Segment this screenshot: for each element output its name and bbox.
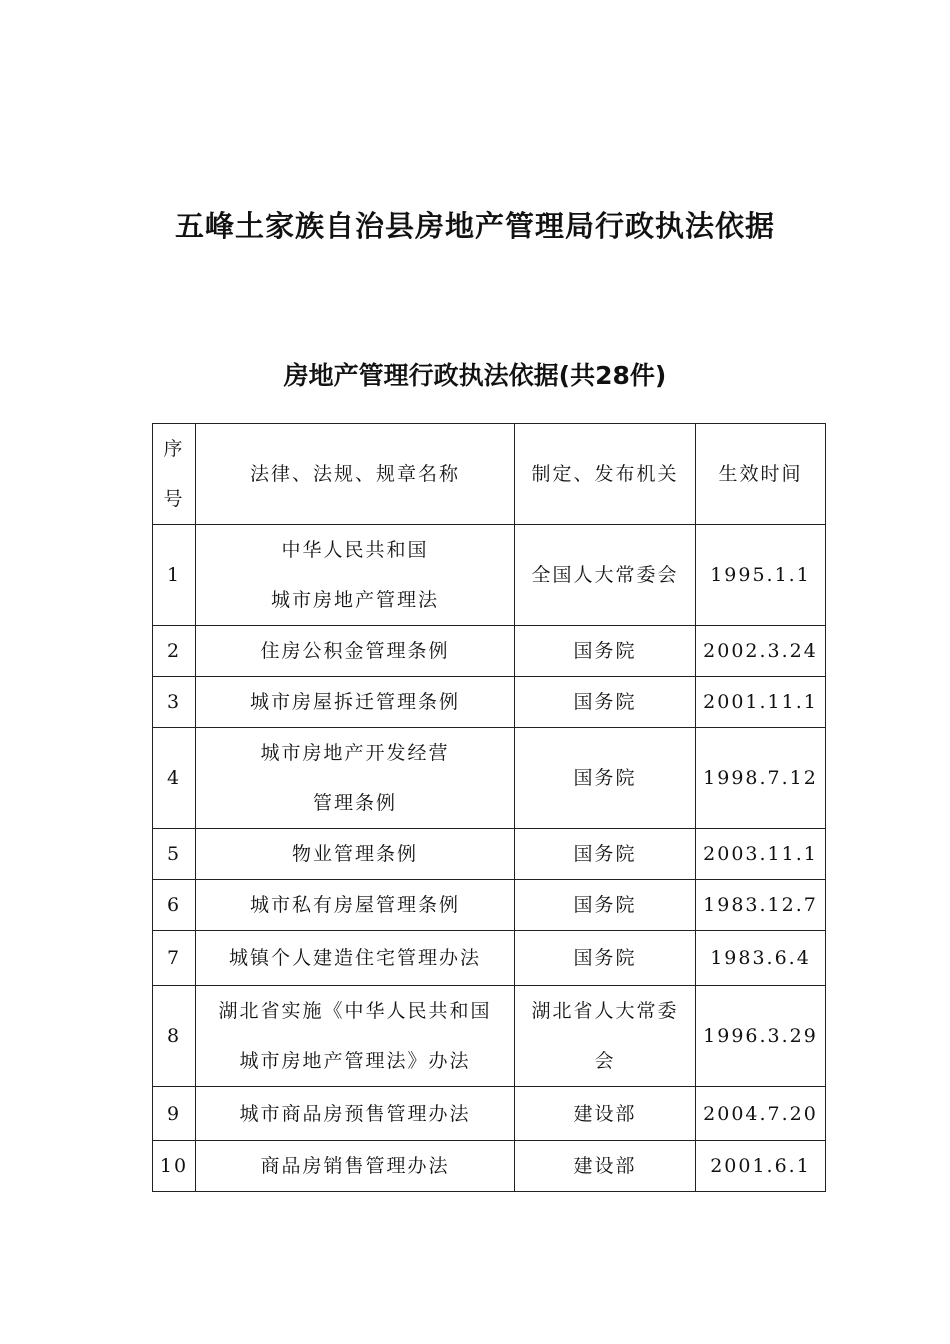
row-issuer-line: 建设部 — [573, 1102, 637, 1125]
row-name-line: 城市房地产管理法 — [270, 589, 439, 611]
row-name — [196, 677, 515, 728]
header-issuer: 制定、发布机关 — [515, 424, 696, 525]
table-title: 房地产管理行政执法依据(共28件) — [283, 361, 667, 390]
row-issuer — [515, 1087, 696, 1141]
row-effective-date: 1995.1.1 — [696, 525, 826, 626]
row-name-line: 商品房销售管理办法 — [260, 1155, 450, 1177]
header-seq — [153, 424, 196, 525]
row-name-line: 中华人民共和国 — [281, 539, 429, 561]
table-row — [153, 986, 826, 1087]
row-effective-date: 1983.6.4 — [696, 931, 826, 986]
row-issuer-line: 全国人大常委会 — [531, 564, 679, 586]
row-name-line: 城市房地产管理法》办法 — [239, 1050, 471, 1072]
row-issuer-line: 建设部 — [573, 1155, 637, 1177]
row-name-line: 物业管理条例 — [291, 843, 418, 865]
enforcement-basis-table — [152, 423, 826, 1192]
row-issuer — [515, 728, 696, 829]
row-issuer — [515, 829, 696, 880]
row-seq: 2 — [153, 626, 196, 677]
row-name — [196, 986, 515, 1087]
row-seq: 9 — [153, 1087, 196, 1141]
row-issuer-line: 国务院 — [573, 640, 637, 662]
row-name — [196, 525, 515, 626]
row-name-line: 湖北省实施《中华人民共和国 — [218, 1000, 492, 1022]
row-effective-date: 2001.6.1 — [696, 1141, 826, 1192]
row-seq: 3 — [153, 677, 196, 728]
row-effective-date: 1996.3.29 — [696, 986, 826, 1087]
header-name: 法律、法规、规章名称 — [196, 424, 515, 525]
row-issuer — [515, 1141, 696, 1192]
row-seq: 8 — [153, 986, 196, 1087]
table-body — [153, 525, 826, 1192]
table-row — [153, 931, 826, 986]
row-name-line: 管理条例 — [312, 792, 397, 814]
row-seq: 7 — [153, 931, 196, 986]
row-effective-date: 2002.3.24 — [696, 626, 826, 677]
row-seq: 6 — [153, 880, 196, 931]
row-effective-date: 1983.12.7 — [696, 880, 826, 931]
row-issuer-line: 国务院 — [573, 767, 637, 789]
table-header-row — [153, 424, 826, 525]
header-seq-line2: 号 — [163, 488, 185, 510]
header-effective-date: 生效时间 — [696, 424, 826, 525]
row-name-line: 城市房屋拆迁管理条例 — [249, 691, 460, 713]
row-issuer — [515, 626, 696, 677]
header-seq-line1: 序 — [163, 438, 185, 460]
table-row — [153, 728, 826, 829]
row-effective-date: 2004.7.20 — [696, 1087, 826, 1141]
table-row — [153, 829, 826, 880]
row-issuer — [515, 986, 696, 1087]
row-name-line: 城市商品房预售管理办法 — [239, 1102, 471, 1125]
row-issuer — [515, 525, 696, 626]
table-row — [153, 1141, 826, 1192]
row-issuer-line: 国务院 — [573, 691, 637, 713]
document-title: 五峰土家族自治县房地产管理局行政执法依据 — [174, 209, 775, 243]
row-name-line: 城市私有房屋管理条例 — [249, 894, 460, 916]
row-name — [196, 626, 515, 677]
table-row — [153, 880, 826, 931]
row-seq: 1 — [153, 525, 196, 626]
row-name-line: 城镇个人建造住宅管理办法 — [228, 947, 481, 969]
row-name — [196, 880, 515, 931]
row-issuer-line: 国务院 — [573, 894, 637, 916]
row-issuer-line: 会 — [594, 1050, 616, 1072]
row-issuer-line: 国务院 — [573, 843, 637, 865]
table-row — [153, 525, 826, 626]
row-seq: 4 — [153, 728, 196, 829]
row-name — [196, 931, 515, 986]
row-effective-date: 2003.11.1 — [696, 829, 826, 880]
row-effective-date: 2001.11.1 — [696, 677, 826, 728]
row-issuer-line: 国务院 — [573, 947, 637, 969]
row-name-line: 城市房地产开发经营 — [260, 742, 450, 764]
row-seq: 10 — [153, 1141, 196, 1192]
table-row — [153, 1087, 826, 1141]
row-seq: 5 — [153, 829, 196, 880]
table-row — [153, 677, 826, 728]
row-issuer — [515, 880, 696, 931]
row-name — [196, 1141, 515, 1192]
row-effective-date: 1998.7.12 — [696, 728, 826, 829]
row-issuer — [515, 677, 696, 728]
table-row — [153, 626, 826, 677]
row-name — [196, 728, 515, 829]
row-issuer — [515, 931, 696, 986]
row-issuer-line: 湖北省人大常委 — [531, 1000, 679, 1022]
row-name — [196, 829, 515, 880]
row-name — [196, 1087, 515, 1141]
row-name-line: 住房公积金管理条例 — [260, 640, 450, 662]
